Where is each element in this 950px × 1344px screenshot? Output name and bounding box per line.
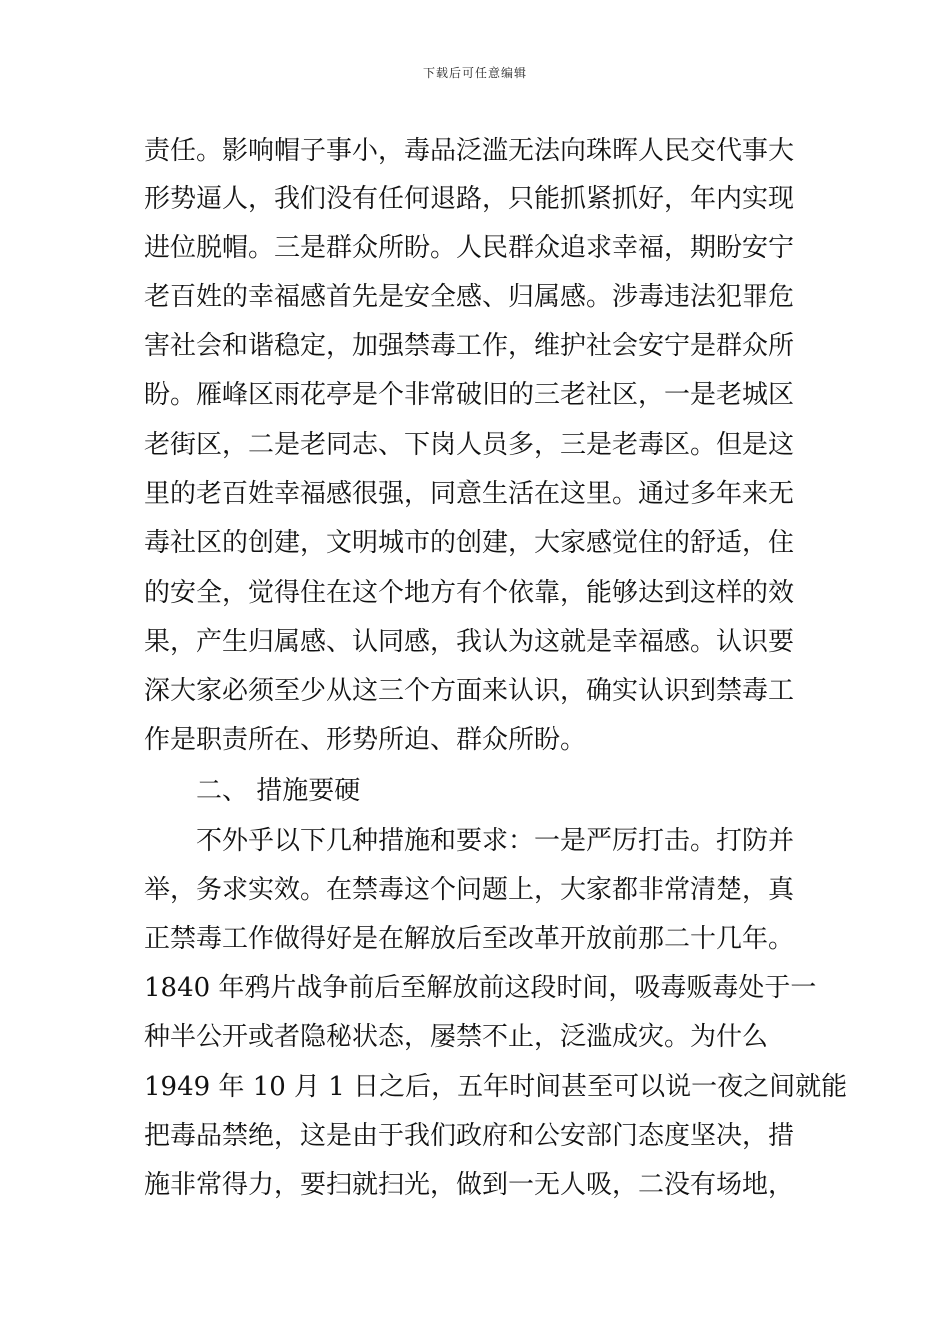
text-line: 老街区，二是老同志、下岗人员多，三是老毒区。但是这: [144, 430, 795, 460]
text-line: 里的老百姓幸福感很强，同意生活在这里。通过多年来无: [144, 479, 795, 509]
section-heading: 二、 措施要硬: [196, 776, 361, 806]
text-line: 1840 年鸦片战争前后至解放前这段时间，吸毒贩毒处于一: [144, 973, 817, 1003]
text-line: 责任。影响帽子事小，毒品泛滥无法向珠晖人民交代事大: [144, 136, 795, 166]
text-line: 的安全，觉得住在这个地方有个依靠，能够达到这样的效: [144, 578, 795, 608]
text-line: 老百姓的幸福感首先是安全感、归属感。涉毒违法犯罪危: [144, 282, 795, 312]
text-line: 正禁毒工作做得好是在解放后至改革开放前那二十几年。: [144, 924, 795, 954]
text-line: 1949 年 10 月 1 日之后，五年时间甚至可以说一夜之间就能: [144, 1072, 848, 1102]
text-line: 把毒品禁绝，这是由于我们政府和公安部门态度坚决，措: [144, 1121, 795, 1151]
text-line: 深大家必须至少从这三个方面来认识，确实认识到禁毒工: [144, 676, 795, 706]
text-line: 不外乎以下几种措施和要求：一是严厉打击。打防并: [196, 826, 795, 856]
text-line: 举，务求实效。在禁毒这个问题上，大家都非常清楚，真: [144, 875, 795, 905]
text-line: 作是职责所在、形势所迫、群众所盼。: [144, 725, 587, 755]
page-header: 下载后可任意编辑: [422, 66, 527, 80]
text-line: 施非常得力，要扫就扫光，做到一无人吸，二没有场地，: [144, 1170, 795, 1200]
text-line: 种半公开或者隐秘状态，屡禁不止，泛滥成灾。为什么: [144, 1022, 769, 1052]
text-line: 果，产生归属感、认同感，我认为这就是幸福感。认识要: [144, 627, 795, 657]
text-line: 毒社区的创建，文明城市的创建，大家感觉住的舒适，住: [144, 528, 795, 558]
text-line: 形势逼人，我们没有任何退路，只能抓紧抓好，年内实现: [144, 184, 795, 214]
text-line: 进位脱帽。三是群众所盼。人民群众追求幸福，期盼安宁: [144, 233, 795, 263]
text-line: 害社会和谐稳定，加强禁毒工作，维护社会安宁是群众所: [144, 331, 795, 361]
text-line: 盼。雁峰区雨花亭是个非常破旧的三老社区，一是老城区: [144, 380, 795, 410]
